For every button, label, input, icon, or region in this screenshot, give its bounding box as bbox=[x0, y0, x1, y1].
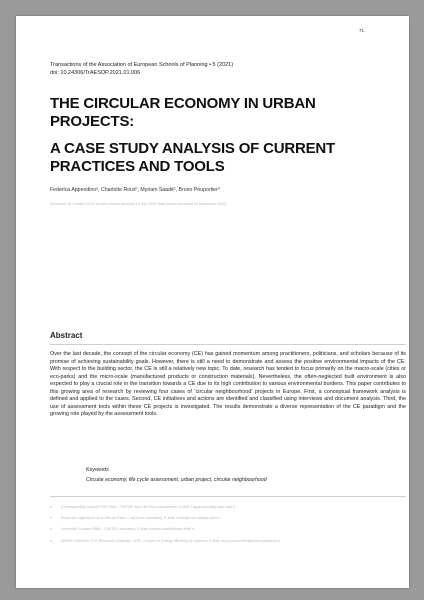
title-main: THE CIRCULAR ECONOMY IN URBAN PROJECTS: bbox=[50, 95, 316, 130]
abstract-divider bbox=[50, 344, 406, 345]
paper-title bbox=[50, 95, 390, 176]
footnote bbox=[50, 505, 390, 510]
footnote-key: c bbox=[50, 527, 52, 532]
footnote-text: (Corresponding author) ESPI Paris – ESPOR and Lab’Urba Laboratories; E-Mail: f.appendino@groupe-espi.fr bbox=[61, 505, 236, 509]
keywords-text: Circular economy, life cycle assessment, urban project, circular neighbourhood bbox=[86, 477, 267, 483]
keywords-heading: Keywords bbox=[86, 467, 109, 473]
title-subtitle: A CASE STUDY ANALYSIS OF CURRENT PRACTICES AND TOOLS bbox=[50, 140, 336, 175]
footnotes bbox=[50, 505, 390, 550]
journal-line: Transactions of the Association of European Schools of Planning • 5 (2021) bbox=[50, 62, 234, 68]
page-number: 71 bbox=[358, 28, 364, 33]
abstract-heading: Abstract bbox=[50, 331, 83, 340]
footnote-text: Université Gustave Eiffel – DIKLES Laboratory; E-Mail: myriam.saade@univ-eiffel.fr bbox=[61, 527, 195, 532]
footnote-text: MINES ParisTech, PSL Research University, CES – Centre for Energy efficiency of Systems; E-Mail: bruno.peuportier@mines-paristech.fr bbox=[61, 538, 280, 543]
footnote-key: b bbox=[50, 516, 52, 521]
submission-dates: (Received 18 October 2019; revised version received 16 July 2020; final version accepted 18 September 2020) bbox=[50, 202, 227, 206]
doi-line: doi: 10.24306/TrAESOP.2021.01.006 bbox=[50, 70, 141, 76]
footnote bbox=[50, 516, 390, 521]
journal-info bbox=[50, 61, 380, 77]
footnote-divider bbox=[50, 496, 406, 497]
author-list: Federica Appendinoᵃ, Charlotte Rouxᵇ, Myriam Saadéᶜ, Bruno Peuportierᵈ bbox=[50, 187, 220, 193]
footnote-key: a bbox=[50, 505, 52, 509]
paper-page bbox=[16, 16, 409, 588]
footnote-text: Ecole des Ingénieurs de la Ville de Paris – Lab’Urba Laboratory; E-Mail: charlotte.roux@eivp-paris.fr bbox=[61, 516, 221, 521]
footnote bbox=[50, 527, 390, 532]
footnote bbox=[50, 539, 390, 544]
footnote-key: d bbox=[50, 538, 52, 543]
abstract-text: Over the last decade, the concept of the circular economy (CE) has gained momentum among practitioners, politicians, and scholars because of its promise of achieving sustainability goals. However, there is still a need to demonstrate and assess the positive environmental impacts of the CE. With respect to the building sector, the CE is still a relatively new topic. To date, research has tended to focus primarily on the macro-scale (cities or eco-parks) and the micro-scale (manufactured products or construction materials). Nevertheless, the often-neglected built environment is also expected to play a crucial role in the transition towards a CE due to its high contribution to various environmental burdens. This paper contributes to this growing area of research by reviewing four cases of ‘circular neighbourhood’ projects in Europe. First, a conceptual framework analysis is defined and applied to the cases. Second, CE initiatives and actions are identified and classified using interviews and document analysis. Third, the use of assessment tools within these CE projects is investigated. The results demonstrate a diverse representation of the CE paradigm and the growing role played by the assessment tools. bbox=[50, 351, 406, 417]
